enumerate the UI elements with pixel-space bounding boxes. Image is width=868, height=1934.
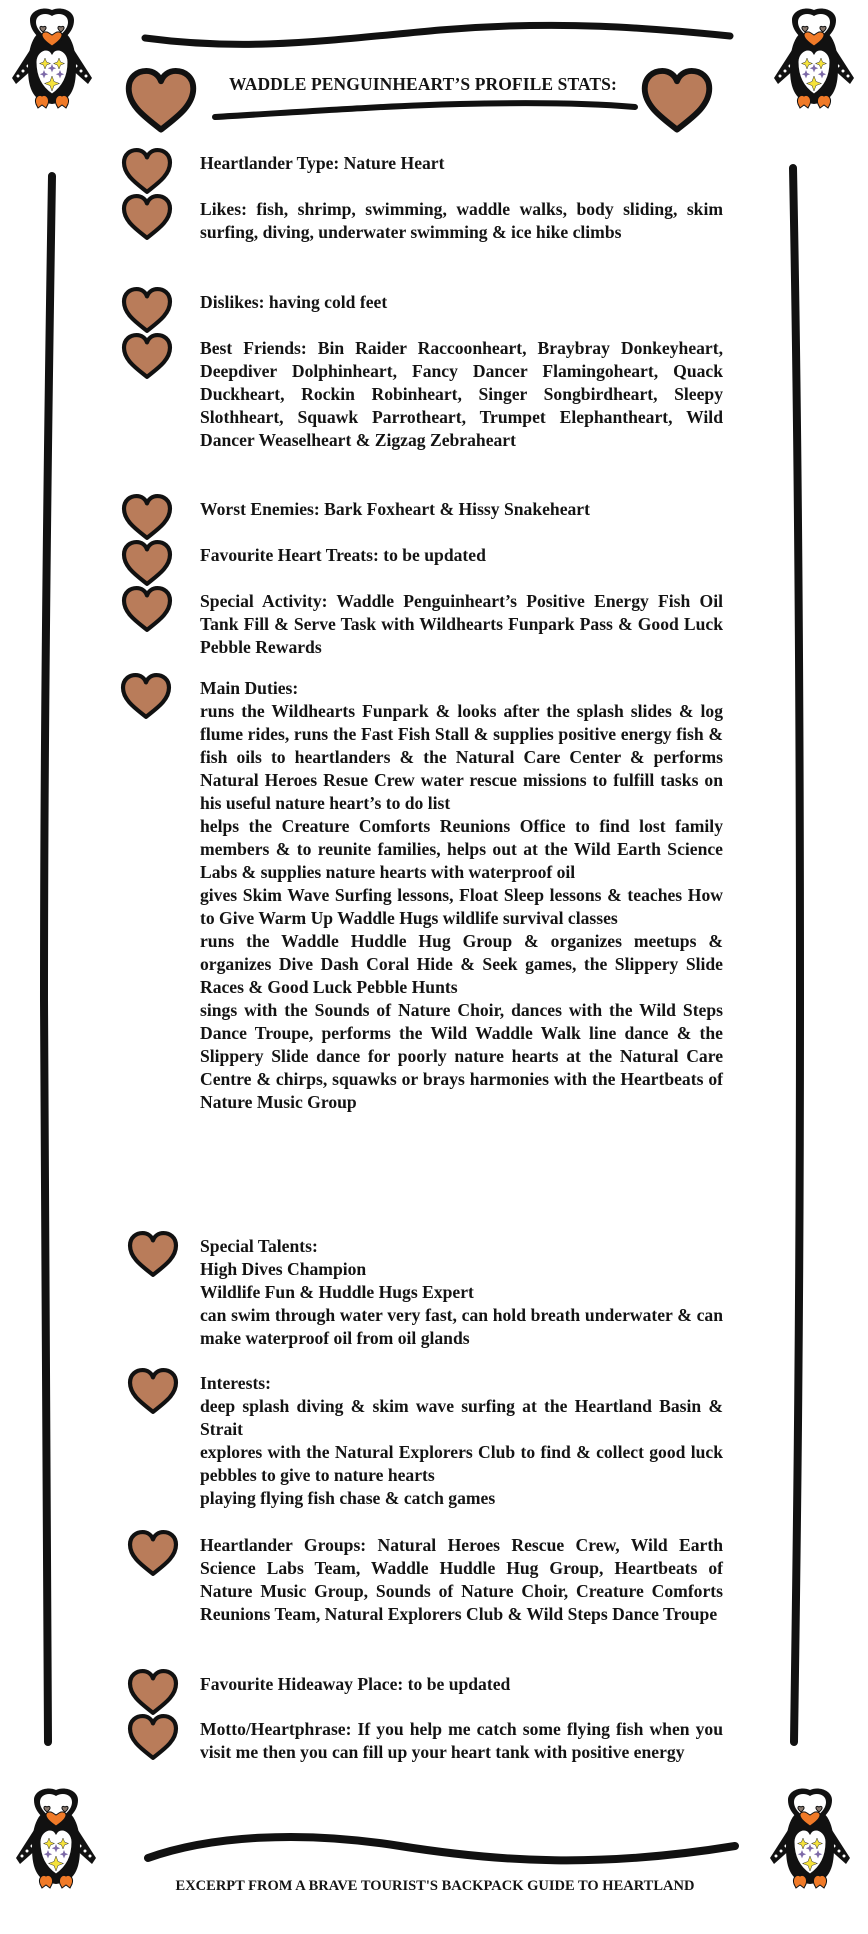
heart-icon xyxy=(119,673,173,720)
heart-icon xyxy=(120,333,174,380)
stat-heading: Interests: xyxy=(200,1373,272,1393)
stat-text: Worst Enemies: Bark Foxheart & Hissy Snakeheart xyxy=(200,499,590,519)
stat-paragraph: Wildlife Fun & Huddle Hugs Expert xyxy=(200,1282,474,1302)
heart-icon xyxy=(126,1714,180,1761)
heart-icon xyxy=(120,540,174,587)
stat-paragraph: sings with the Sounds of Nature Choir, dances with the Wild Steps Dance Troupe, performs the Wild Waddle Walk line dance & the Slippery Slide dance for poorly nature hearts at the Natural Care Centre & chirps, squawks or brays harmonies with the Heartbeats of Nature Music Group xyxy=(200,1000,723,1112)
stat-paragraph: playing flying fish chase & catch games xyxy=(200,1488,496,1508)
heart-icon xyxy=(126,1669,180,1716)
stat-paragraph: explores with the Natural Explorers Club to find & collect good luck pebbles to give to nature hearts xyxy=(200,1442,723,1485)
stat-paragraph: deep splash diving & skim wave surfing at the Heartland Basin & Strait xyxy=(200,1396,723,1439)
heart-icon xyxy=(120,586,174,633)
stat-paragraph: helps the Creature Comforts Reunions Office to find lost family members & to reunite families, helps out at the Wild Earth Science Labs & supplies nature hearts with waterproof oil xyxy=(200,816,723,882)
profile-stat-item xyxy=(200,498,723,521)
heart-icon xyxy=(126,1530,180,1577)
profile-stat-item xyxy=(200,198,723,244)
stat-paragraph: gives Skim Wave Surfing lessons, Float Sleep lessons & teaches How to Give Warm Up Waddle Hugs wildlife survival classes xyxy=(200,885,723,928)
stat-heading: Main Duties: xyxy=(200,678,299,698)
stat-text: Favourite Hideaway Place: to be updated xyxy=(200,1674,511,1694)
heart-icon xyxy=(126,1231,180,1278)
profile-stat-item xyxy=(200,590,723,659)
profile-stat-item xyxy=(200,152,723,175)
stat-paragraph: can swim through water very fast, can hold breath underwater & can make waterproof oil from oil glands xyxy=(200,1305,723,1348)
profile-stat-item xyxy=(200,1235,723,1350)
profile-stat-item xyxy=(200,544,723,567)
stat-paragraph: runs the Waddle Huddle Hug Group & organizes meetups & organizes Dive Dash Coral Hide & Seek games, the Slippery Slide Races & Good Luck Pebble Hunts xyxy=(200,931,723,997)
profile-stat-item xyxy=(200,1372,723,1510)
heart-icon xyxy=(120,287,174,334)
profile-stat-item xyxy=(200,1534,723,1626)
stat-paragraph: High Dives Champion xyxy=(200,1259,367,1279)
page-title: WADDLE PENGUINHEART’S PROFILE STATS: xyxy=(229,74,617,94)
stat-text: Likes: fish, shrimp, swimming, waddle walks, body sliding, skim surfing, diving, underwater swimming & ice hike climbs xyxy=(200,199,723,242)
heart-icon xyxy=(120,194,174,241)
heart-icon xyxy=(124,68,198,134)
stat-text: Best Friends: Bin Raider Raccoonheart, Braybray Donkeyheart, Deepdiver Dolphinheart, Fancy Dancer Flamingoheart, Quack Duckheart, Rockin Robinheart, Singer Songbirdheart, Sleepy Slothheart, Squawk Parrotheart, Trumpet Elephantheart, Wild Dancer Weaselheart & Zigzag Zebraheart xyxy=(200,338,723,450)
heart-icon xyxy=(640,68,714,134)
profile-stat-item xyxy=(200,1673,723,1696)
stat-text: Heartlander Groups: Natural Heroes Rescue Crew, Wild Earth Science Labs Team, Waddle Huddle Hug Group, Heartbeats of Nature Music Group, Sounds of Nature Choir, Creature Comforts Reunions Team, Natural Explorers Club & Wild Steps Dance Troupe xyxy=(200,1535,723,1624)
heart-icon xyxy=(120,148,174,195)
stat-text: Special Activity: Waddle Penguinheart’s Positive Energy Fish Oil Tank Fill & Serve Task with Wildhearts Funpark Pass & Good Luck Pebble Rewards xyxy=(200,591,723,657)
profile-stat-item xyxy=(200,677,723,1114)
stat-text: Motto/Heartphrase: If you help me catch some flying fish when you visit me then you can fill up your heart tank with positive energy xyxy=(200,1719,723,1762)
stat-paragraph: runs the Wildhearts Funpark & looks after the splash slides & log flume rides, runs the Fast Fish Stall & supplies positive energy fish & fish oils to heartlanders & the Natural Care Center & performs Natural Heroes Resue Crew water rescue missions to fulfill tasks on his useful nature heart’s to do list xyxy=(200,701,723,813)
heart-icon xyxy=(120,494,174,541)
stat-text: Dislikes: having cold feet xyxy=(200,292,388,312)
profile-stat-item xyxy=(200,1718,723,1764)
heart-icon xyxy=(126,1368,180,1415)
footer-caption: EXCERPT FROM A BRAVE TOURIST'S BACKPACK GUIDE TO HEARTLAND xyxy=(175,1878,695,1894)
stat-text: Favourite Heart Treats: to be updated xyxy=(200,545,486,565)
stat-text: Heartlander Type: Nature Heart xyxy=(200,153,445,173)
profile-stat-item xyxy=(200,291,723,314)
profile-stat-item xyxy=(200,337,723,452)
stat-heading: Special Talents: xyxy=(200,1236,318,1256)
